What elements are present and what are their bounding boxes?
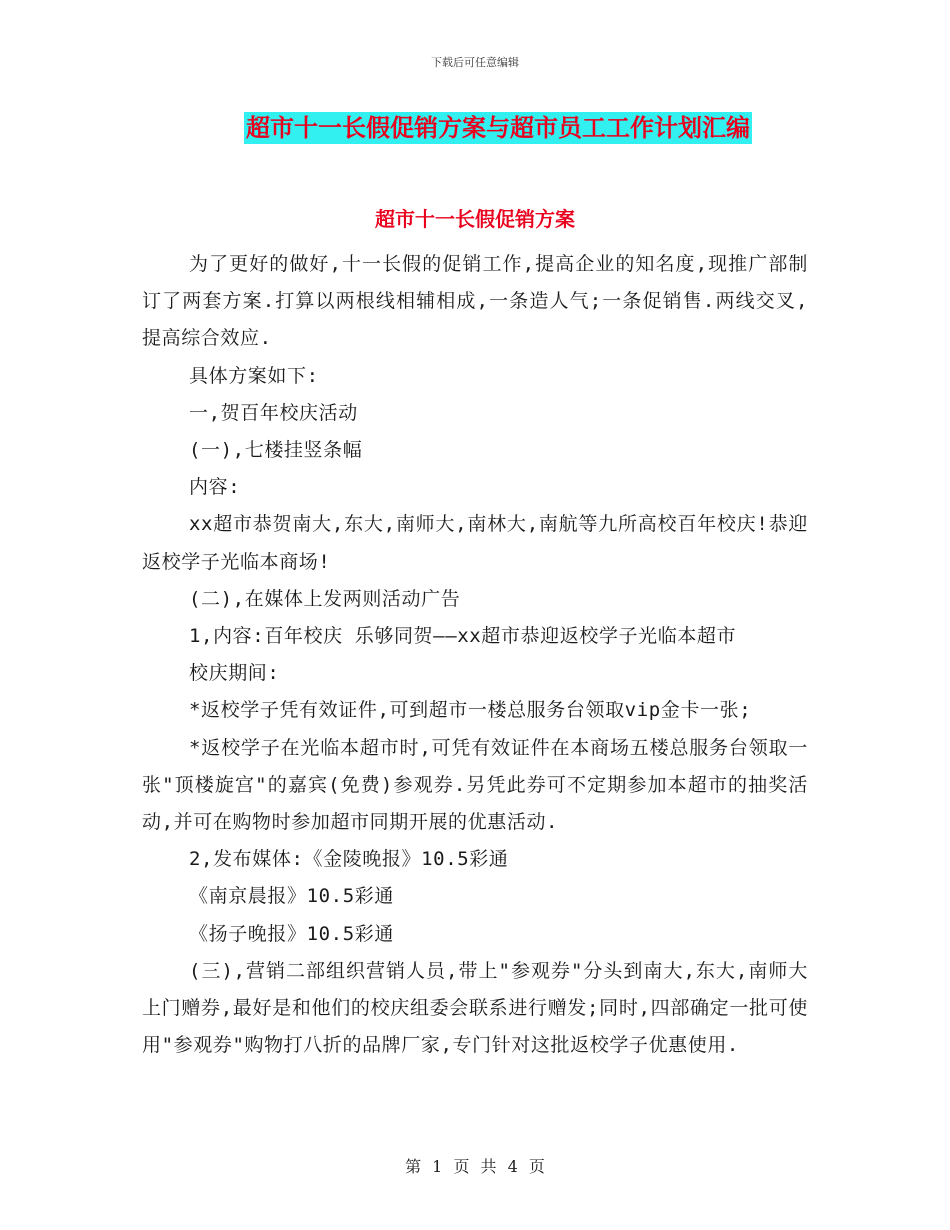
paragraph-section-1: 一,贺百年校庆活动 — [189, 401, 358, 424]
paragraph-media-1: 2,发布媒体:《金陵晚报》10.5彩通 — [189, 848, 509, 871]
document-main-title: 超市十一长假促销方案与超市员工工作计划汇编 — [246, 113, 750, 142]
paragraph-plan-heading: 具体方案如下: — [189, 364, 319, 387]
paragraph-period-label: 校庆期间: — [189, 662, 280, 685]
paragraph-ad-content: 1,内容:百年校庆 乐够同贺——xx超市恭迎返校学子光临本超市 — [189, 625, 737, 648]
header-note: 下载后可任意编辑 — [431, 56, 519, 69]
paragraph-media-2: 《南京晨报》10.5彩通 — [189, 885, 394, 908]
section-title: 超市十一长假促销方案 — [375, 207, 575, 231]
paragraph-bullet-ticket: *返校学子在光临本超市时,可凭有效证件在本商场五楼总服务台领取一张"顶楼旋宫"的嘉宾(免费)参观券.另凭此券可不定期参加本超市的抽奖活动,并可在购物时参加超市同期开展的优惠活动. — [142, 736, 808, 834]
document-body — [142, 246, 808, 1064]
page-number-footer: 第 1 页 共 4 页 — [405, 1157, 545, 1176]
paragraph-subsection-1: (一),七楼挂竖条幅 — [189, 439, 363, 462]
paragraph-intro: 为了更好的做好,十一长假的促销工作,提高企业的知名度,现推广部制订了两套方案.打算以两根线相辅相成,一条造人气;一条促销售.两线交叉,提高综合效应. — [142, 253, 808, 350]
paragraph-subsection-2: (二),在媒体上发两则活动广告 — [189, 587, 461, 610]
paragraph-content-label: 内容: — [189, 476, 241, 499]
paragraph-banner-text: xx超市恭贺南大,东大,南师大,南林大,南航等九所高校百年校庆!恭迎返校学子光临本商场! — [142, 513, 808, 573]
paragraph-media-3: 《扬子晚报》10.5彩通 — [189, 922, 394, 945]
paragraph-subsection-3: (三),营销二部组织营销人员,带上"参观券"分头到南大,东大,南师大上门赠券,最好是和他们的校庆组委会联系进行赠发;同时,四部确定一批可使用"参观券"购物打八折的品牌厂家,专门针对这批返校学子优惠使用. — [142, 959, 808, 1057]
main-title-container — [0, 112, 950, 144]
paragraph-bullet-vip: *返校学子凭有效证件,可到超市一楼总服务台领取vip金卡一张; — [189, 699, 752, 722]
